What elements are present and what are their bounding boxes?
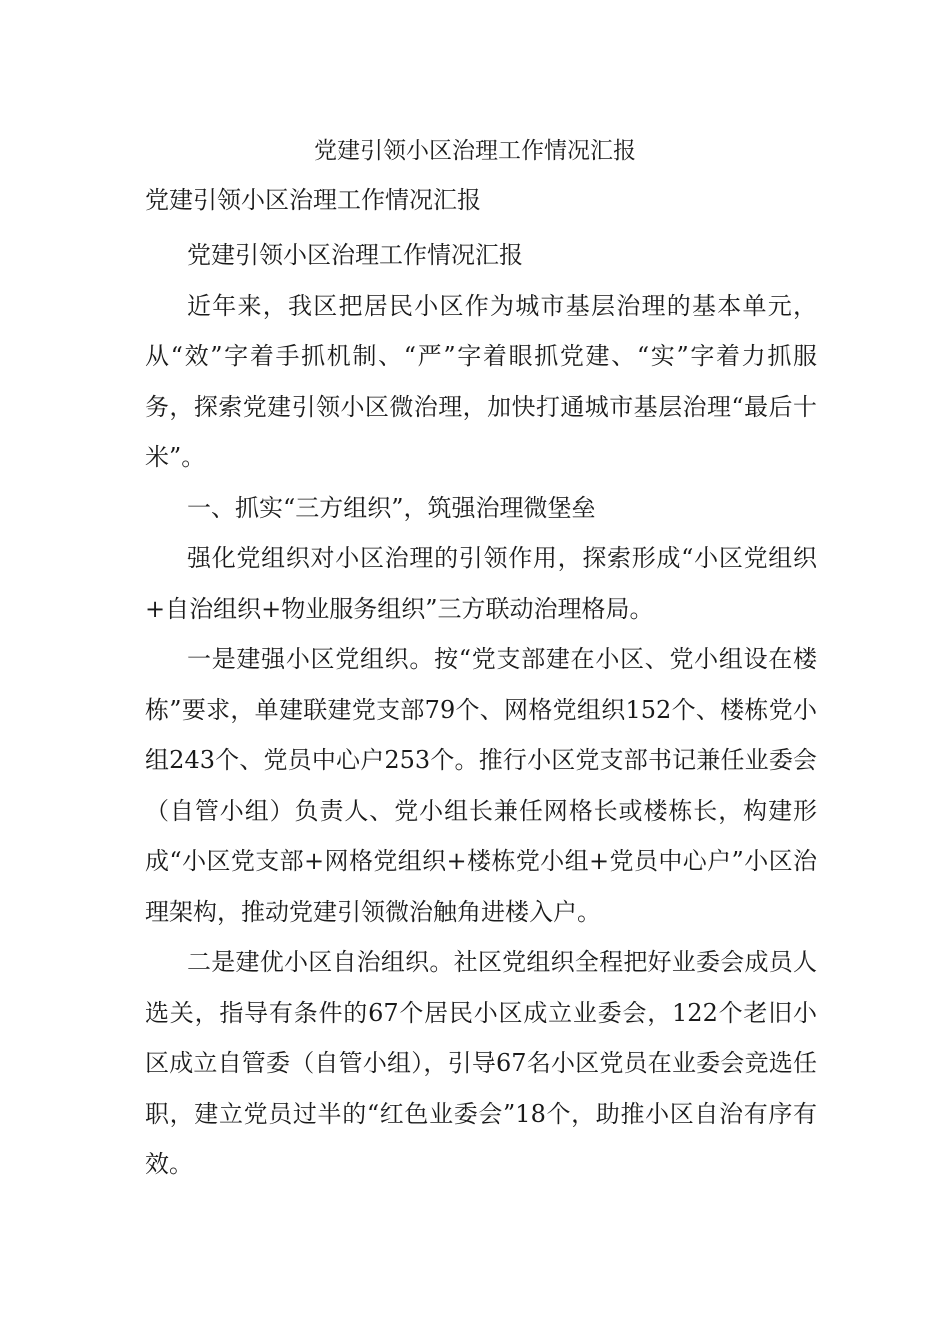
body-heading: 党建引领小区治理工作情况汇报 [187,241,523,269]
intro-paragraph: 近年来，我区把居民小区作为城市基层治理的基本单元，从“效”字着手抓机制、“严”字着眼抓党建、“实”字着力抓服务，探索党建引领小区微治理，加快打通城市基层治理“最后十米”。 [145,291,817,471]
section-heading-1: 一、抓实“三方组织”，筑强治理微堡垒 [187,493,596,522]
autonomy-organization-paragraph: 二是建优小区自治组织。社区党组织全程把好业委会成员人选关，指导有条件的67个居民小区成立业委会，122个老旧小区成立自管委（自管小组），引导67名小区党员在业委会竞选任职，建立党员过半的“红色业委会”18个，助推小区自治有序有效。 [145,948,817,1178]
document-title: 党建引领小区治理工作情况汇报 [314,138,636,164]
section-summary-paragraph: 强化党组织对小区治理的引领作用，探索形成“小区党组织+自治组织+物业服务组织”三方联动治理格局。 [145,544,817,623]
document-body [145,230,817,1190]
party-organization-paragraph: 一是建强小区党组织。按“党支部建在小区、党小组设在楼栋”要求，单建联建党支部79个、网格党组织152个、楼栋党小组243个、党员中心户253个。推行小区党支部书记兼任业委会（自管小组）负责人、党小组长兼任网格长或楼栋长，构建形成“小区党支部+网格党组织+楼栋党小组+党员中心户”小区治理架构，推动党建引领微治触角进楼入户。 [145,645,817,926]
document-subtitle: 党建引领小区治理工作情况汇报 [145,186,481,214]
